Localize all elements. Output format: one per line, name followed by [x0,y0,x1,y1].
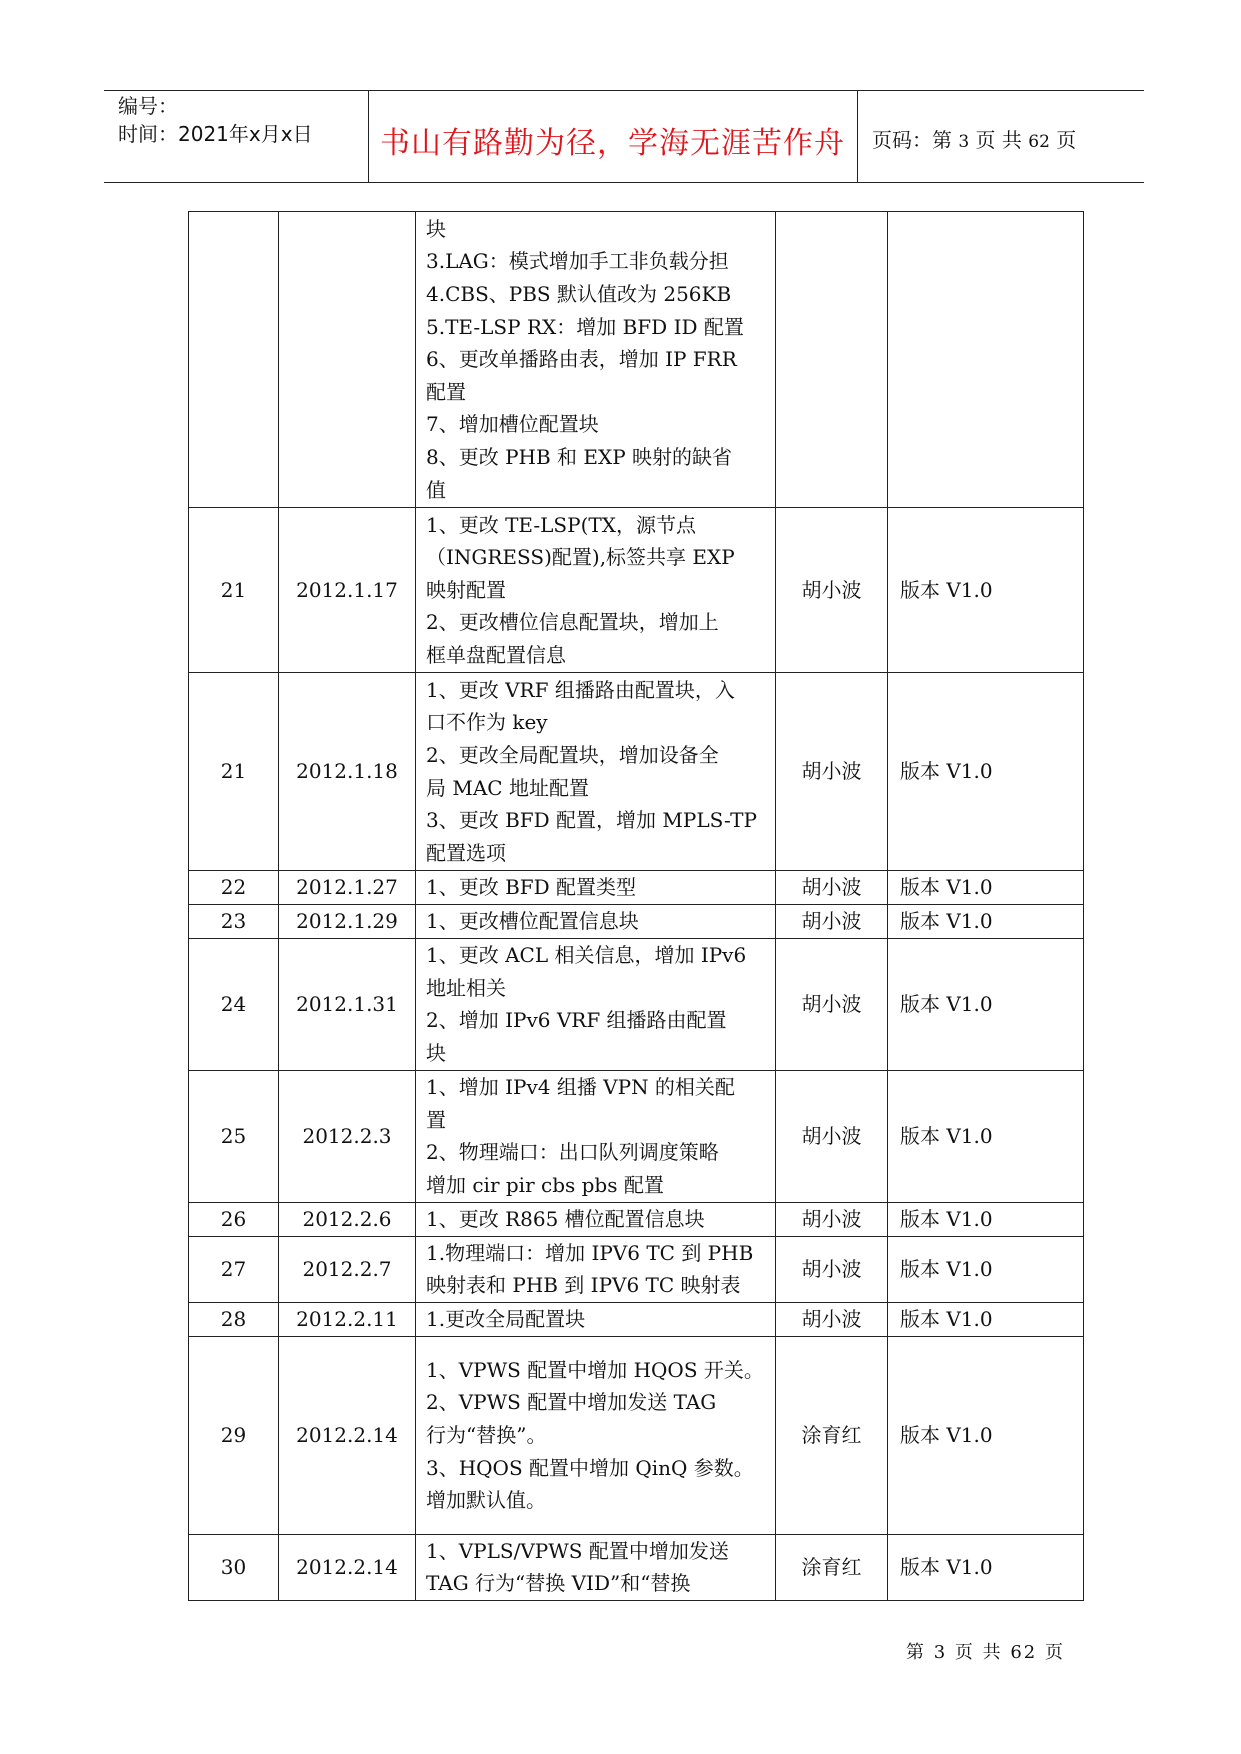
revision-number-cell: 21 [189,673,279,871]
revision-date-cell: 2012.2.7 [279,1236,416,1302]
description-line: 6、更改单播路由表，增加 IP FRR [426,347,737,372]
description-line: 1、更改 TE-LSP(TX，源节点 [426,512,696,537]
revision-number-cell: 21 [189,508,279,673]
document-number-label: 编号： [118,94,178,118]
revision-version-cell: 版本 V1.0 [888,871,1084,905]
description-line: TAG 行为“替换 VID”和“替换 [426,1571,691,1596]
description-line: 1.物理端口：增加 IPV6 TC 到 PHB [426,1240,754,1265]
revision-number-cell [189,212,279,508]
revision-date-cell: 2012.2.6 [279,1202,416,1236]
table-row [189,1070,1084,1202]
revision-description-cell [416,871,776,905]
revision-description-cell [416,938,776,1070]
description-line: 框单盘配置信息 [426,642,566,667]
revision-date-cell: 2012.1.31 [279,938,416,1070]
revision-version-cell: 版本 V1.0 [888,673,1084,871]
revision-author-cell: 胡小波 [776,1236,888,1302]
description-line: 口不作为 key [426,710,548,735]
description-line: 4.CBS、PBS 默认值改为 256KB [426,282,732,307]
description-line: 配置选项 [426,840,506,865]
revision-version-cell: 版本 V1.0 [888,1302,1084,1336]
revision-description-cell [416,1302,776,1336]
revision-number-cell: 28 [189,1302,279,1336]
table-row [189,673,1084,871]
table-row [189,1534,1084,1600]
revision-version-cell: 版本 V1.0 [888,1202,1084,1236]
revision-date-cell: 2012.2.14 [279,1534,416,1600]
revision-number-cell: 24 [189,938,279,1070]
revision-number-cell: 26 [189,1202,279,1236]
table-row [189,938,1084,1070]
description-line: 增加 cir pir cbs pbs 配置 [426,1172,664,1197]
revision-date-cell: 2012.1.18 [279,673,416,871]
revision-table-body [189,212,1084,1601]
revision-date-cell: 2012.1.27 [279,871,416,905]
revision-date-cell: 2012.1.29 [279,905,416,939]
description-line: 5.TE-LSP RX：增加 BFD ID 配置 [426,314,744,339]
revision-number-cell: 27 [189,1236,279,1302]
description-line: 1、更改 VRF 组播路由配置块，入 [426,677,735,702]
revision-date-cell: 2012.2.14 [279,1336,416,1534]
description-line: 行为“替换”。 [426,1422,547,1447]
header-page-indicator [872,124,1076,153]
page-total: 62 [1028,132,1050,152]
header-divider-right [857,90,858,182]
description-line: 1、更改 R865 槽位配置信息块 [426,1206,705,1231]
description-line: 2、更改全局配置块，增加设备全 [426,742,719,767]
page-prefix: 页码：第 [872,128,952,152]
header-bottom-rule [104,182,1144,183]
revision-version-cell: 版本 V1.0 [888,1236,1084,1302]
revision-description-cell [416,1336,776,1534]
revision-version-cell: 版本 V1.0 [888,938,1084,1070]
description-line: 块 [426,1040,446,1065]
revision-description-cell [416,508,776,673]
header-meta [118,92,313,148]
revision-version-cell [888,212,1084,508]
header-top-rule [104,90,1144,91]
description-line: 值 [426,477,446,502]
description-line: 2、VPWS 配置中增加发送 TAG [426,1390,717,1415]
description-line: 配置 [426,379,466,404]
table-row [189,905,1084,939]
table-row [189,212,1084,508]
revision-number-cell: 30 [189,1534,279,1600]
revision-version-cell: 版本 V1.0 [888,905,1084,939]
description-line: 地址相关 [426,975,506,1000]
revision-description-cell [416,1534,776,1600]
revision-description-cell [416,212,776,508]
description-line: 3.LAG：模式增加手工非负载分担 [426,249,729,274]
description-line: 增加默认值。 [426,1488,546,1513]
revision-number-cell: 29 [189,1336,279,1534]
description-line: 2、增加 IPv6 VRF 组播路由配置 [426,1008,727,1033]
header-motto: 书山有路勤为径，学海无涯苦作舟 [380,126,845,161]
description-line: 块 [426,216,446,241]
table-row [189,1202,1084,1236]
revision-author-cell: 胡小波 [776,871,888,905]
revision-author-cell: 胡小波 [776,1202,888,1236]
revision-author-cell: 胡小波 [776,905,888,939]
page-suffix: 页 [1056,128,1077,152]
revision-date-cell: 2012.1.17 [279,508,416,673]
description-line: 映射表和 PHB 到 IPV6 TC 映射表 [426,1273,741,1298]
revision-date-cell: 2012.2.11 [279,1302,416,1336]
revision-date-cell: 2012.2.3 [279,1070,416,1202]
table-row [189,1336,1084,1534]
description-line: 局 MAC 地址配置 [426,775,589,800]
description-line: 1、增加 IPv4 组播 VPN 的相关配 [426,1074,735,1099]
description-line: 1、VPWS 配置中增加 HQOS 开关。 [426,1357,764,1382]
revision-version-cell: 版本 V1.0 [888,1336,1084,1534]
revision-number-cell: 22 [189,871,279,905]
description-line: 置 [426,1107,446,1132]
revision-version-cell: 版本 V1.0 [888,508,1084,673]
revision-version-cell: 版本 V1.0 [888,1534,1084,1600]
description-line: 1.更改全局配置块 [426,1306,586,1331]
table-row [189,871,1084,905]
revision-author-cell: 胡小波 [776,508,888,673]
revision-author-cell [776,212,888,508]
revision-author-cell: 胡小波 [776,1070,888,1202]
revision-number-cell: 23 [189,905,279,939]
description-line: 2、物理端口：出口队列调度策略 [426,1140,719,1165]
revision-author-cell: 胡小波 [776,1302,888,1336]
description-line: 映射配置 [426,577,506,602]
revision-author-cell: 胡小波 [776,938,888,1070]
revision-description-cell [416,905,776,939]
table-row [189,1302,1084,1336]
revision-version-cell: 版本 V1.0 [888,1070,1084,1202]
description-line: 1、VPLS/VPWS 配置中增加发送 [426,1538,729,1563]
revision-description-cell [416,1202,776,1236]
description-line: 8、更改 PHB 和 EXP 映射的缺省 [426,444,733,469]
revision-author-cell: 胡小波 [776,673,888,871]
revision-number-cell: 25 [189,1070,279,1202]
description-line: （INGRESS)配置),标签共享 EXP [426,545,735,570]
description-line: 3、HQOS 配置中增加 QinQ 参数。 [426,1455,754,1480]
description-line: 1、更改 BFD 配置类型 [426,875,637,900]
revision-description-cell [416,1236,776,1302]
revision-description-cell [416,1070,776,1202]
revision-author-cell: 涂育红 [776,1534,888,1600]
revision-description-cell [416,673,776,871]
table-row [189,508,1084,673]
description-line: 7、增加槽位配置块 [426,412,599,437]
table-row [189,1236,1084,1302]
description-line: 3、更改 BFD 配置，增加 MPLS-TP [426,808,757,833]
footer-page-number: 第 3 页 共 62 页 [906,1642,1065,1663]
description-line: 2、更改槽位信息配置块，增加上 [426,610,719,635]
revision-table [188,211,1084,1601]
page-mid: 页 共 [975,128,1022,152]
revision-author-cell: 涂育红 [776,1336,888,1534]
description-line: 1、更改 ACL 相关信息，增加 IPv6 [426,942,747,967]
revision-date-cell [279,212,416,508]
document-date-label: 时间：2021年x月x日 [118,122,313,146]
description-line: 1、更改槽位配置信息块 [426,909,639,933]
page-number: 3 [958,132,970,152]
